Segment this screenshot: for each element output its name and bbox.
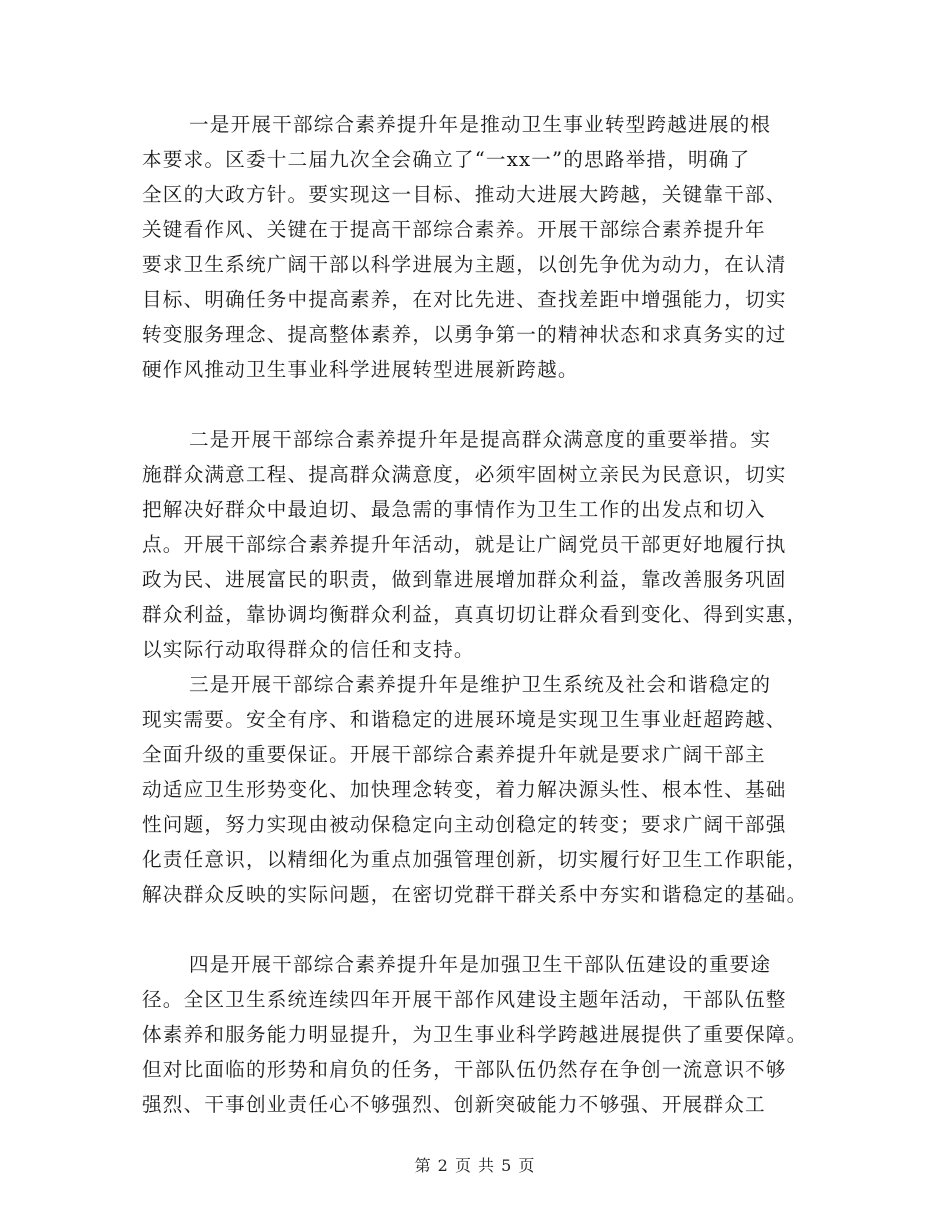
- text-line: 强烈、干事创业责任心不够强烈、创新突破能力不够强、开展群众工: [142, 1093, 766, 1116]
- text-line: 要求卫生系统广阔干部以科学进展为主题，以创先争优为动力，在认清: [142, 253, 787, 276]
- paragraph-2: [142, 422, 822, 667]
- text-line: 目标、明确任务中提高素养，在对比先进、查找差距中增强能力，切实: [142, 288, 787, 311]
- text-line: 四是开展干部综合素养提升年是加强卫生干部队伍建设的重要途: [189, 953, 772, 976]
- text-line: 但对比面临的形势和肩负的任务，干部队伍仍然存在争创一流意识不够: [142, 1058, 787, 1081]
- text-line: 化责任意识，以精细化为重点加强管理创新，切实履行好卫生工作职能，: [142, 848, 808, 871]
- text-line: 二是开展干部综合素养提升年是提高群众满意度的重要举措。实: [189, 428, 772, 451]
- text-line: 体素养和服务能力明显提升，为卫生事业科学跨越进展提供了重要保障。: [142, 1023, 808, 1046]
- text-line: 一是开展干部综合素养提升年是推动卫生事业转型跨越进展的根: [189, 113, 772, 136]
- text-line: 硬作风推动卫生事业科学进展转型进展新跨越。: [142, 358, 579, 381]
- text-line: 解决群众反映的实际问题，在密切党群干群关系中夯实和谐稳定的基础。: [142, 883, 808, 906]
- text-line: 把解决好群众中最迫切、最急需的事情作为卫生工作的出发点和切入: [142, 498, 766, 521]
- text-line: 全区的大政方针。要实现这一目标、推动大进展大跨越，关键靠干部、: [142, 183, 787, 206]
- paragraph-3: [142, 667, 822, 912]
- text-line: 转变服务理念、提高整体素养，以勇争第一的精神状态和求真务实的过: [142, 323, 787, 346]
- text-line: 全面升级的重要保证。开展干部综合素养提升年就是要求广阔干部主: [142, 743, 766, 766]
- text-line: 三是开展干部综合素养提升年是维护卫生系统及社会和谐稳定的: [189, 673, 772, 696]
- text-line: 点。开展干部综合素养提升年活动，就是让广阔党员干部更好地履行执: [142, 533, 787, 556]
- text-line: 政为民、进展富民的职责，做到靠进展增加群众利益，靠改善服务巩固: [142, 568, 787, 591]
- text-line: 群众利益，靠协调均衡群众利益，真真切切让群众看到变化、得到实惠，: [142, 603, 808, 626]
- text-line: 径。全区卫生系统连续四年开展干部作风建设主题年活动，干部队伍整: [142, 988, 787, 1011]
- text-line: 关键看作风、关键在于提高干部综合素养。开展干部综合素养提升年: [142, 218, 766, 241]
- page-number-footer: 第 2 页 共 5 页: [414, 1156, 536, 1175]
- paragraph-4: [142, 947, 822, 1122]
- text-line: 性问题，努力实现由被动保稳定向主动创稳定的转变；要求广阔干部强: [142, 813, 787, 836]
- text-line: 动适应卫生形势变化、加快理念转变，着力解决源头性、根本性、基础: [142, 778, 787, 801]
- text-line: 现实需要。安全有序、和谐稳定的进展环境是实现卫生事业赶超跨越、: [142, 708, 787, 731]
- text-line: 本要求。区委十二届九次全会确立了“一xx一”的思路举措，明确了: [142, 148, 751, 171]
- paragraph-1: [142, 107, 822, 387]
- text-line: 施群众满意工程、提高群众满意度，必须牢固树立亲民为民意识，切实: [142, 463, 787, 486]
- text-line: 以实际行动取得群众的信任和支持。: [142, 638, 475, 661]
